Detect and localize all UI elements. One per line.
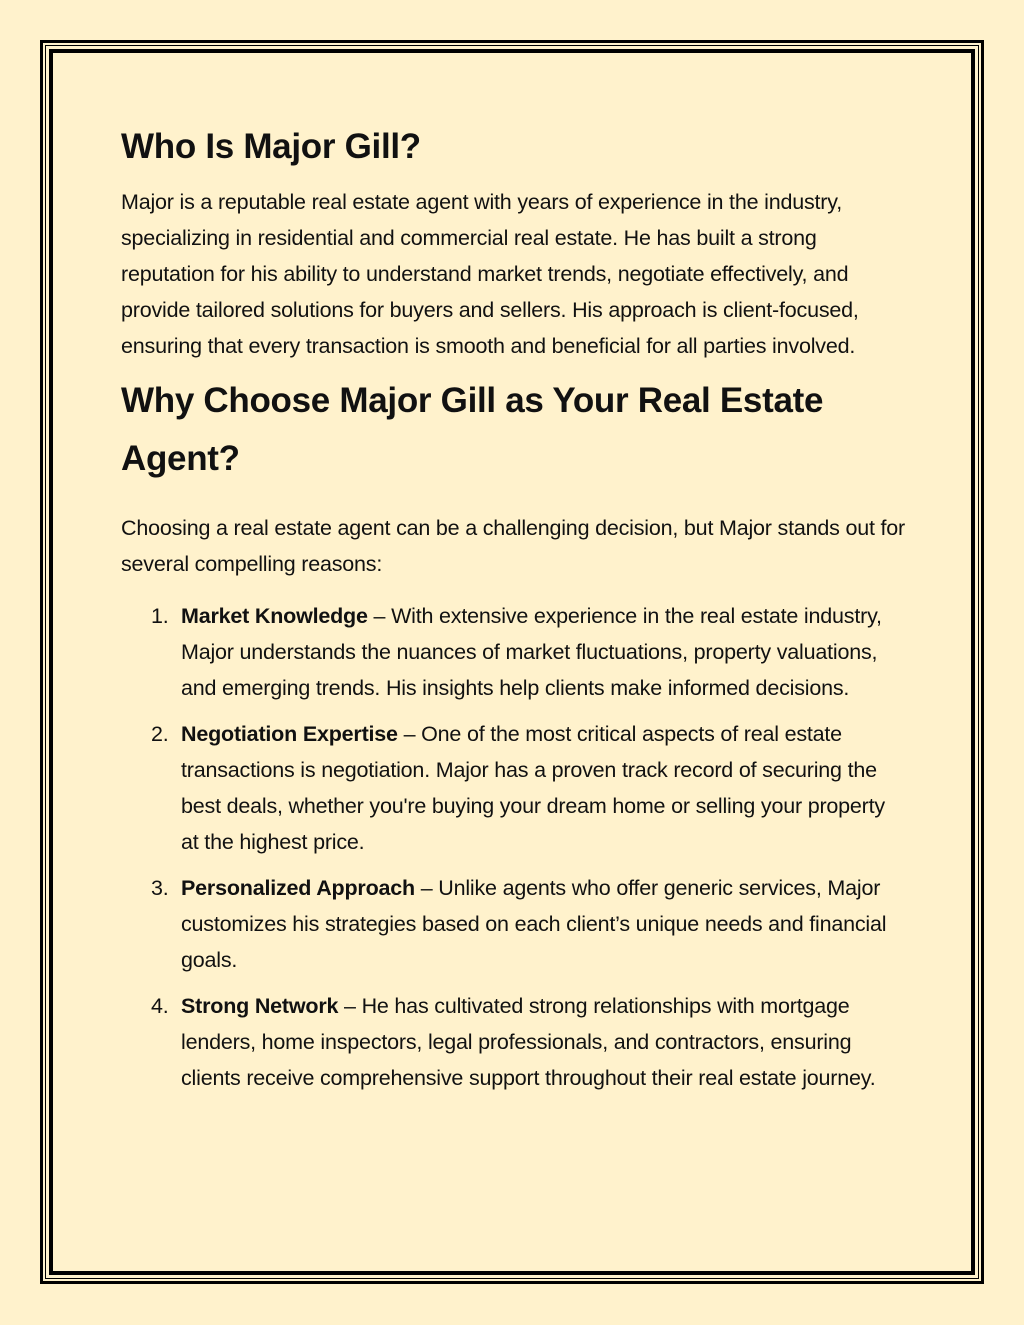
list-item-text: – One of the most critical aspects of real estate transactions is negotiation. Major has a proven track record of securing the best deals, whether you're buying your dream home or selling your property at the highest price.: [181, 722, 885, 854]
list-item-text: – He has cultivated strong relationships with mortgage lenders, home inspectors, legal professionals, and contractors, ensuring clients receive comprehensive support throughout their real estate journey.: [181, 994, 876, 1090]
reasons-list: [121, 598, 906, 1096]
list-item-strong-network: [121, 988, 906, 1096]
list-item-title: Strong Network: [181, 994, 339, 1018]
list-item-number: 4.: [151, 994, 169, 1018]
list-item-negotiation-expertise: [121, 716, 906, 860]
heading-why-choose: Why Choose Major Gill as Your Real Estate Agent?: [121, 381, 824, 478]
list-item-number: 1.: [151, 604, 169, 628]
list-item-title: Negotiation Expertise: [181, 722, 398, 746]
list-item-title: Market Knowledge: [181, 604, 368, 628]
intro-paragraph: Major is a reputable real estate agent with years of experience in the industry, specializing in residential and commercial real estate. He has built a strong reputation for his ability to understand market trends, negotiate effectively, and provide tailored solutions for buyers and sellers. His approach is client-focused, ensuring that every transaction is smooth and beneficial for all parties involved.: [121, 190, 859, 358]
heading-who-is-major-gill: Who Is Major Gill?: [121, 127, 421, 166]
document-content: [121, 118, 906, 1106]
list-item-text: – Unlike agents who offer generic services, Major customizes his strategies based on each client’s unique needs and financial goals.: [181, 876, 887, 972]
list-item-number: 2.: [151, 722, 169, 746]
list-item-personalized-approach: [121, 870, 906, 978]
list-item-market-knowledge: [121, 598, 906, 706]
list-item-number: 3.: [151, 876, 169, 900]
reasons-intro-paragraph: Choosing a real estate agent can be a challenging decision, but Major stands out for several compelling reasons:: [121, 516, 905, 576]
list-item-title: Personalized Approach: [181, 876, 415, 900]
list-item-text: – With extensive experience in the real estate industry, Major understands the nuances of market fluctuations, property valuations, and emerging trends. His insights help clients make informed decisions.: [181, 604, 882, 700]
